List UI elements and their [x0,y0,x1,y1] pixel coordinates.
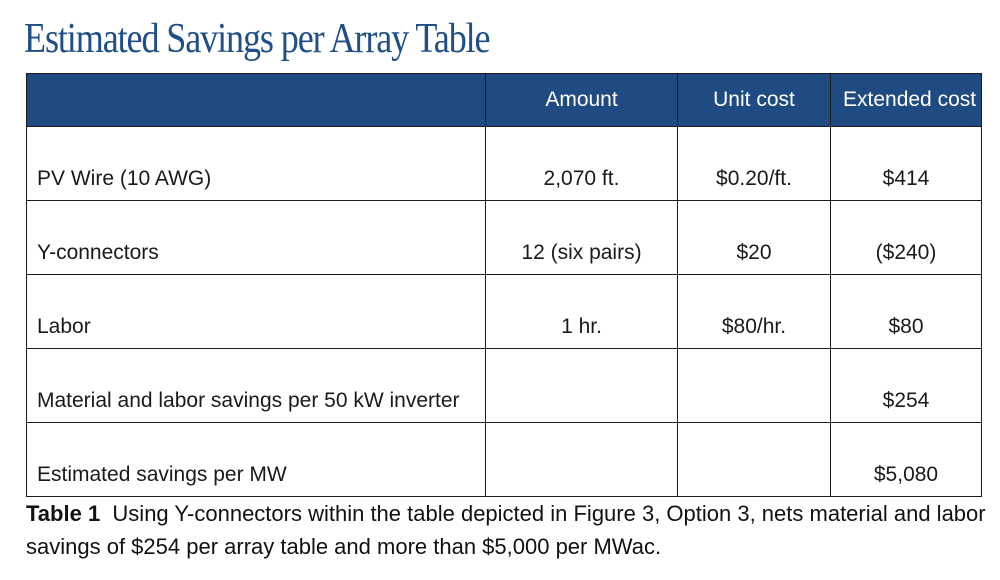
unit-cost-cell [678,423,831,497]
item-cell: Labor [27,275,486,349]
table-row [27,275,982,349]
caption-label: Table 1 [26,501,101,526]
unit-cost-cell: $80/hr. [678,275,831,349]
extended-cost-cell: $414 [831,127,982,201]
page-title: Estimated Savings per Array Table [24,16,490,62]
amount-cell [486,349,678,423]
column-header-amount: Amount [486,74,678,127]
table-row [27,423,982,497]
extended-cost-cell: $254 [831,349,982,423]
savings-table [26,73,982,497]
amount-cell: 1 hr. [486,275,678,349]
column-header-unit-cost: Unit cost [678,74,831,127]
item-cell: Estimated savings per MW [27,423,486,497]
table-caption [26,497,986,563]
table-row [27,201,982,275]
unit-cost-cell: $0.20/ft. [678,127,831,201]
extended-cost-cell: $80 [831,275,982,349]
table-row [27,349,982,423]
unit-cost-cell: $20 [678,201,831,275]
column-header-item [27,74,486,127]
column-header-extended-cost: Extended cost [831,74,982,127]
amount-cell [486,423,678,497]
extended-cost-cell: ($240) [831,201,982,275]
caption-text: Using Y-connectors within the table depicted in Figure 3, Option 3, nets material and labor savings of $254 per array table and more than $5,000 per MWac. [26,501,986,559]
item-cell: PV Wire (10 AWG) [27,127,486,201]
amount-cell: 2,070 ft. [486,127,678,201]
unit-cost-cell [678,349,831,423]
table-row [27,127,982,201]
extended-cost-cell: $5,080 [831,423,982,497]
item-cell: Y-connectors [27,201,486,275]
amount-cell: 12 (six pairs) [486,201,678,275]
table-header-row [27,74,982,127]
item-cell: Material and labor savings per 50 kW inverter [27,349,486,423]
